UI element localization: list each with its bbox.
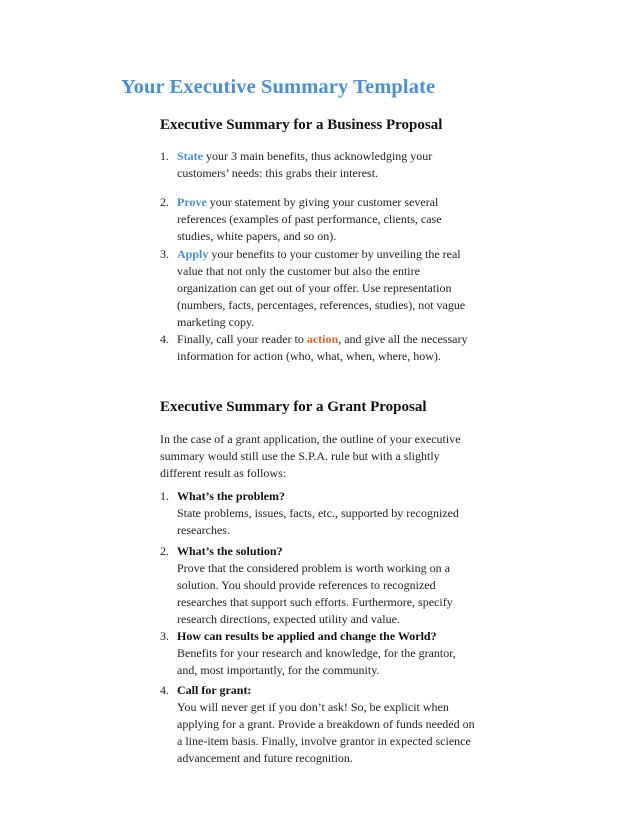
list-item-question: What’s the solution?	[177, 544, 283, 558]
list-item-number: 3.	[160, 629, 169, 643]
list-item-text	[177, 488, 475, 539]
list-item-body: your statement by giving your customer several references (examples of past performance, clients, case studies, white papers, and so on).	[177, 195, 442, 243]
list-item-text	[177, 331, 475, 365]
list-item-body: Benefits for your research and knowledge, for the grantor, and, most importantly, for the community.	[177, 646, 456, 677]
keyword-action: action	[306, 332, 339, 346]
keyword-state: State	[177, 149, 203, 163]
list-item-question: How can results be applied and change the World?	[177, 629, 437, 643]
grant-proposal-heading: Executive Summary for a Grant Proposal	[160, 399, 427, 415]
list-item-question: Call for grant:	[177, 683, 252, 697]
list-item-text	[177, 628, 475, 679]
list-item-number: 2.	[160, 195, 169, 209]
keyword-prove: Prove	[177, 195, 207, 209]
list-item-text	[177, 543, 475, 628]
list-item-body: Prove that the considered problem is worth working on a solution. You should provide references to recognized researches that support such efforts. Furthermore, specify research directions, expected utility and value.	[177, 561, 453, 626]
list-item-body: your benefits to your customer by unveiling the real value that not only the customer but also the entire organization can get out of your offer. Use representation (numbers, facts, percentages, references, studies), not vague marketing copy.	[177, 247, 466, 329]
list-item-body: your 3 main benefits, thus acknowledging your customers’ needs: this grabs their interest.	[177, 149, 433, 180]
list-item-prefix: Finally, call your reader to	[177, 332, 307, 346]
grant-intro-paragraph: In the case of a grant application, the outline of your executive summary would still use the S.P.A. rule but with a slightly different result as follows:	[160, 432, 461, 480]
list-item-text	[177, 246, 475, 331]
list-item-question: What’s the problem?	[177, 489, 285, 503]
list-item-suffix: , and give all the necessary information for action (who, what, when, where, how).	[177, 332, 468, 363]
list-item-text	[177, 148, 475, 182]
keyword-apply: Apply	[177, 247, 209, 261]
list-item-text	[177, 682, 475, 767]
list-item-body: State problems, issues, facts, etc., supported by recognized researches.	[177, 506, 459, 537]
list-item-number: 3.	[160, 247, 169, 261]
list-item-number: 1.	[160, 149, 169, 163]
page-title: Your Executive Summary Template	[121, 76, 436, 98]
list-item-text	[177, 194, 475, 245]
list-item-number: 1.	[160, 489, 169, 503]
list-item-number: 4.	[160, 332, 169, 346]
list-item-body: You will never get if you don’t ask! So, be explicit when applying for a grant. Provide a breakdown of funds needed on a line-item basis. Finally, involve grantor in expected science advancement and future recognition.	[177, 700, 475, 765]
list-item-number: 4.	[160, 683, 169, 697]
list-item-number: 2.	[160, 544, 169, 558]
business-proposal-heading: Executive Summary for a Business Proposal	[160, 117, 443, 133]
